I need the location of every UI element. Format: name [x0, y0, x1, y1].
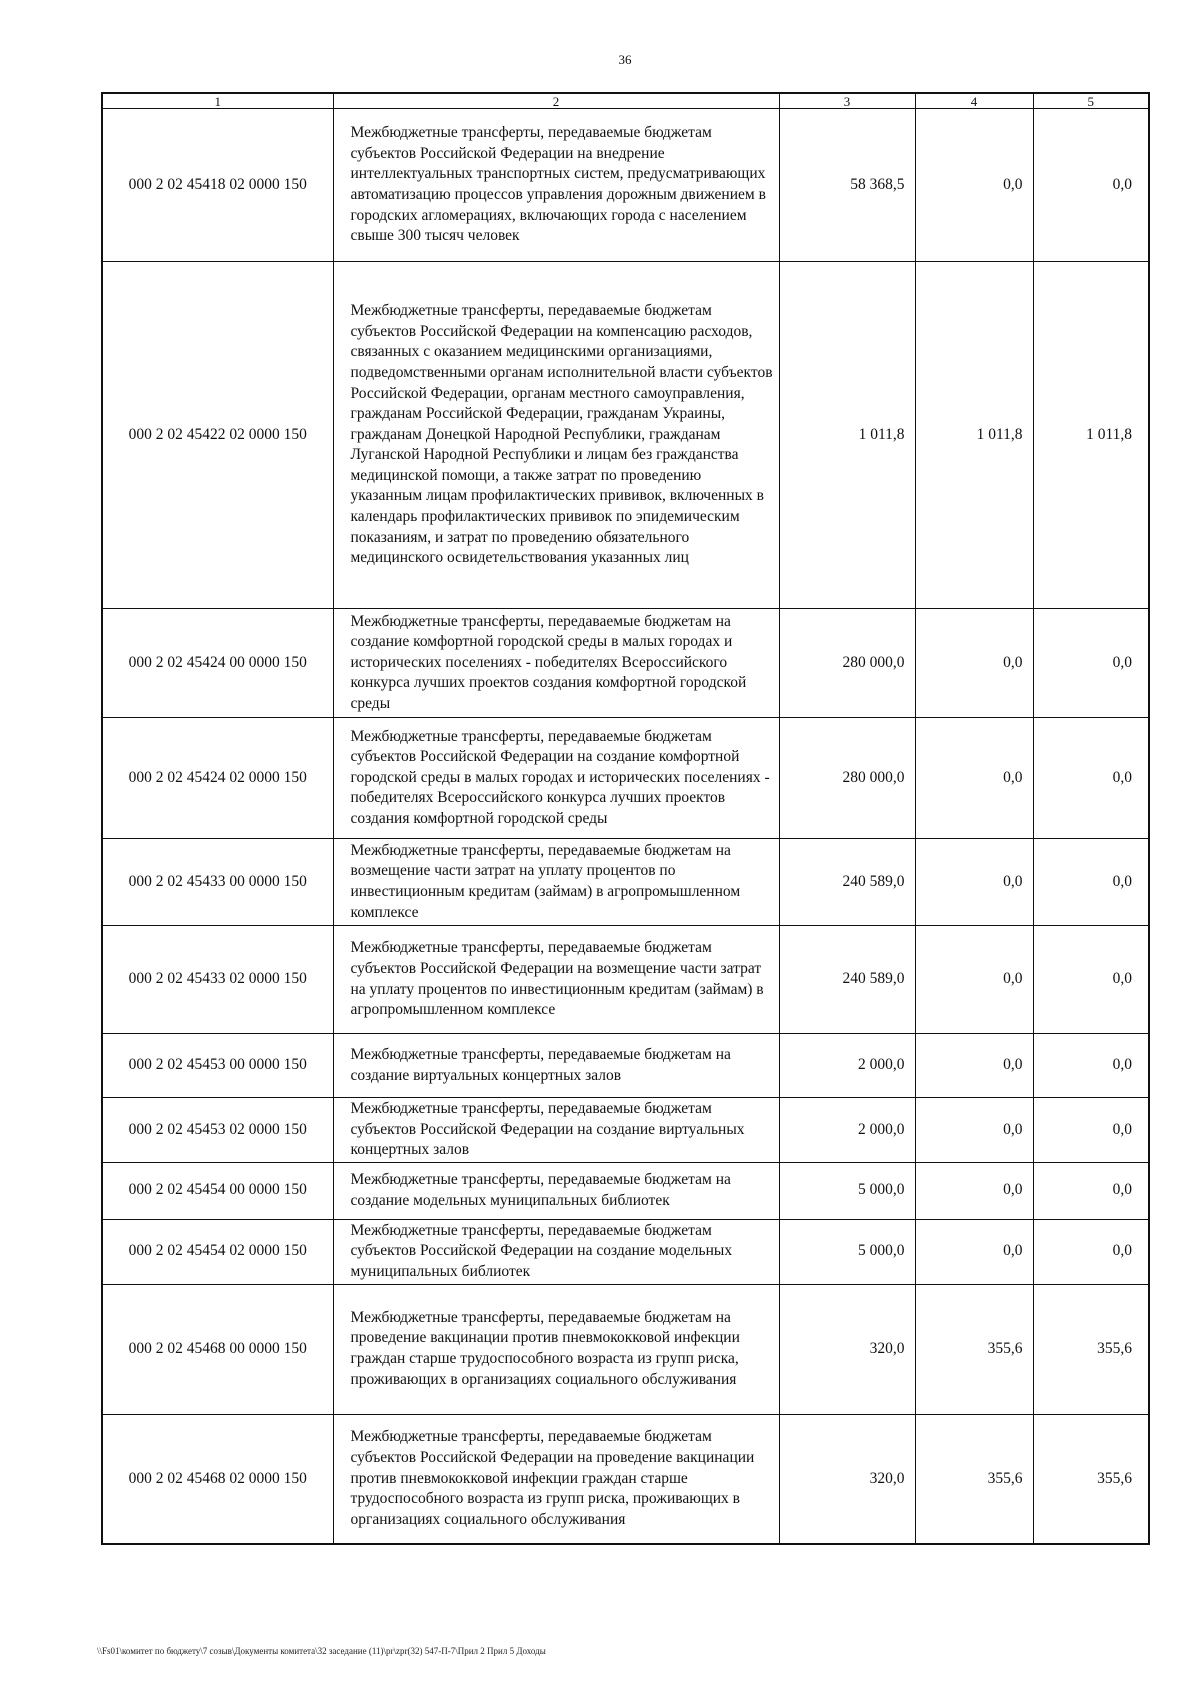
header-cell-5: 5 — [1033, 93, 1149, 109]
value-col3-cell: 58 368,5 — [779, 109, 915, 262]
table-row — [102, 1098, 1149, 1163]
header-cell-2: 2 — [333, 93, 779, 109]
code-cell: 000 2 02 45453 02 0000 150 — [102, 1098, 333, 1163]
description-cell: Межбюджетные трансферты, передаваемые бюджетам на создание комфортной городской среды в малых городах и исторических поселениях - победителях Всероссийского конкурса лучших проектов создания комфортной городской среды — [333, 609, 779, 718]
value-col5-cell: 0,0 — [1033, 1219, 1149, 1284]
value-col4-cell: 0,0 — [915, 609, 1033, 718]
value-col5-cell: 355,6 — [1033, 1284, 1149, 1414]
table-row — [102, 1034, 1149, 1098]
value-col3-cell: 240 589,0 — [779, 839, 915, 926]
description-cell: Межбюджетные трансферты, передаваемые бюджетам субъектов Российской Федерации на создание комфортной городской среды в малых городах и исторических поселениях - победителях Всероссийского конкурса лучших проектов создания комфортной городской среды — [333, 718, 779, 839]
value-col5-cell: 0,0 — [1033, 1098, 1149, 1163]
description-cell: Межбюджетные трансферты, передаваемые бюджетам на проведение вакцинации против пневмококковой инфекции граждан старше трудоспособного возраста из групп риска, проживающих в организациях социального обслуживания — [333, 1284, 779, 1414]
value-col4-cell: 0,0 — [915, 1219, 1033, 1284]
description-cell: Межбюджетные трансферты, передаваемые бюджетам на создание модельных муниципальных библиотек — [333, 1162, 779, 1219]
value-col4-cell: 0,0 — [915, 1034, 1033, 1098]
revenue-table — [101, 92, 1150, 1545]
value-col5-cell: 0,0 — [1033, 839, 1149, 926]
value-col3-cell: 1 011,8 — [779, 262, 915, 609]
description-cell: Межбюджетные трансферты, передаваемые бюджетам субъектов Российской Федерации на создание модельных муниципальных библиотек — [333, 1219, 779, 1284]
description-cell: Межбюджетные трансферты, передаваемые бюджетам субъектов Российской Федерации на создание виртуальных концертных залов — [333, 1098, 779, 1163]
value-col5-cell: 0,0 — [1033, 109, 1149, 262]
header-cell-3: 3 — [779, 93, 915, 109]
code-cell: 000 2 02 45433 02 0000 150 — [102, 926, 333, 1034]
table-row — [102, 262, 1149, 609]
table-row — [102, 1414, 1149, 1544]
value-col4-cell: 355,6 — [915, 1414, 1033, 1544]
table-row — [102, 1284, 1149, 1414]
value-col3-cell: 280 000,0 — [779, 718, 915, 839]
value-col5-cell: 0,0 — [1033, 1162, 1149, 1219]
value-col5-cell: 0,0 — [1033, 609, 1149, 718]
description-cell: Межбюджетные трансферты, передаваемые бюджетам на создание виртуальных концертных залов — [333, 1034, 779, 1098]
code-cell: 000 2 02 45468 00 0000 150 — [102, 1284, 333, 1414]
header-cell-1: 1 — [102, 93, 333, 109]
table-row — [102, 1219, 1149, 1284]
value-col4-cell: 0,0 — [915, 718, 1033, 839]
code-cell: 000 2 02 45433 00 0000 150 — [102, 839, 333, 926]
value-col5-cell: 0,0 — [1033, 718, 1149, 839]
value-col3-cell: 240 589,0 — [779, 926, 915, 1034]
table-body — [102, 93, 1149, 1544]
code-cell: 000 2 02 45424 00 0000 150 — [102, 609, 333, 718]
value-col5-cell: 0,0 — [1033, 926, 1149, 1034]
value-col3-cell: 280 000,0 — [779, 609, 915, 718]
value-col3-cell: 5 000,0 — [779, 1219, 915, 1284]
code-cell: 000 2 02 45454 00 0000 150 — [102, 1162, 333, 1219]
code-cell: 000 2 02 45468 02 0000 150 — [102, 1414, 333, 1544]
table-row — [102, 609, 1149, 718]
code-cell: 000 2 02 45453 00 0000 150 — [102, 1034, 333, 1098]
value-col4-cell: 0,0 — [915, 926, 1033, 1034]
table-row — [102, 926, 1149, 1034]
page-number: 36 — [618, 52, 632, 67]
value-col3-cell: 2 000,0 — [779, 1034, 915, 1098]
table-row — [102, 718, 1149, 839]
value-col4-cell: 1 011,8 — [915, 262, 1033, 609]
table-row — [102, 109, 1149, 262]
value-col3-cell: 320,0 — [779, 1284, 915, 1414]
header-cell-4: 4 — [915, 93, 1033, 109]
value-col5-cell: 0,0 — [1033, 1034, 1149, 1098]
code-cell: 000 2 02 45422 02 0000 150 — [102, 262, 333, 609]
code-cell: 000 2 02 45454 02 0000 150 — [102, 1219, 333, 1284]
description-cell: Межбюджетные трансферты, передаваемые бюджетам субъектов Российской Федерации на проведение вакцинации против пневмококковой инфекции граждан старше трудоспособного возраста из групп риска, проживающих в организациях социального обслуживания — [333, 1414, 779, 1544]
value-col4-cell: 0,0 — [915, 109, 1033, 262]
value-col3-cell: 320,0 — [779, 1414, 915, 1544]
value-col5-cell: 355,6 — [1033, 1414, 1149, 1544]
value-col3-cell: 5 000,0 — [779, 1162, 915, 1219]
description-cell: Межбюджетные трансферты, передаваемые бюджетам на возмещение части затрат на уплату процентов по инвестиционным кредитам (займам) в агропромышленном комплексе — [333, 839, 779, 926]
description-cell: Межбюджетные трансферты, передаваемые бюджетам субъектов Российской Федерации на внедрение интеллектуальных транспортных систем, предусматривающих автоматизацию процессов управления дорожным движением в городских агломерациях, включающих города с населением свыше 300 тысяч человек — [333, 109, 779, 262]
code-cell: 000 2 02 45424 02 0000 150 — [102, 718, 333, 839]
value-col4-cell: 0,0 — [915, 1098, 1033, 1163]
description-cell: Межбюджетные трансферты, передаваемые бюджетам субъектов Российской Федерации на возмещение части затрат на уплату процентов по инвестиционным кредитам (займам) в агропромышленном комплексе — [333, 926, 779, 1034]
table-row — [102, 1162, 1149, 1219]
value-col4-cell: 0,0 — [915, 839, 1033, 926]
table-header-row — [102, 93, 1149, 109]
table-row — [102, 839, 1149, 926]
code-cell: 000 2 02 45418 02 0000 150 — [102, 109, 333, 262]
description-cell: Межбюджетные трансферты, передаваемые бюджетам субъектов Российской Федерации на компенсацию расходов, связанных с оказанием медицинскими организациями, подведомственными органам исполнительной власти субъектов Российской Федерации, органам местного самоуправления, гражданам Российской Федерации, гражданам Украины, гражданам Донецкой Народной Республики, гражданам Луганской Народной Республики и лицам без гражданства медицинской помощи, а также затрат по проведению указанным лицам профилактических прививок, включенных в календарь профилактических прививок по эпидемическим показаниям, и затрат по проведению обязательного медицинского освидетельствования указанных лиц — [333, 262, 779, 609]
value-col4-cell: 355,6 — [915, 1284, 1033, 1414]
footer-file-path: \\Fs01\комитет по бюджету\7 созыв\Документы комитета\32 заседание (11)\pr\zpr(32) 547-П-7\Прил 2 Прил 5 Доходы — [97, 1646, 546, 1656]
value-col5-cell: 1 011,8 — [1033, 262, 1149, 609]
value-col4-cell: 0,0 — [915, 1162, 1033, 1219]
value-col3-cell: 2 000,0 — [779, 1098, 915, 1163]
